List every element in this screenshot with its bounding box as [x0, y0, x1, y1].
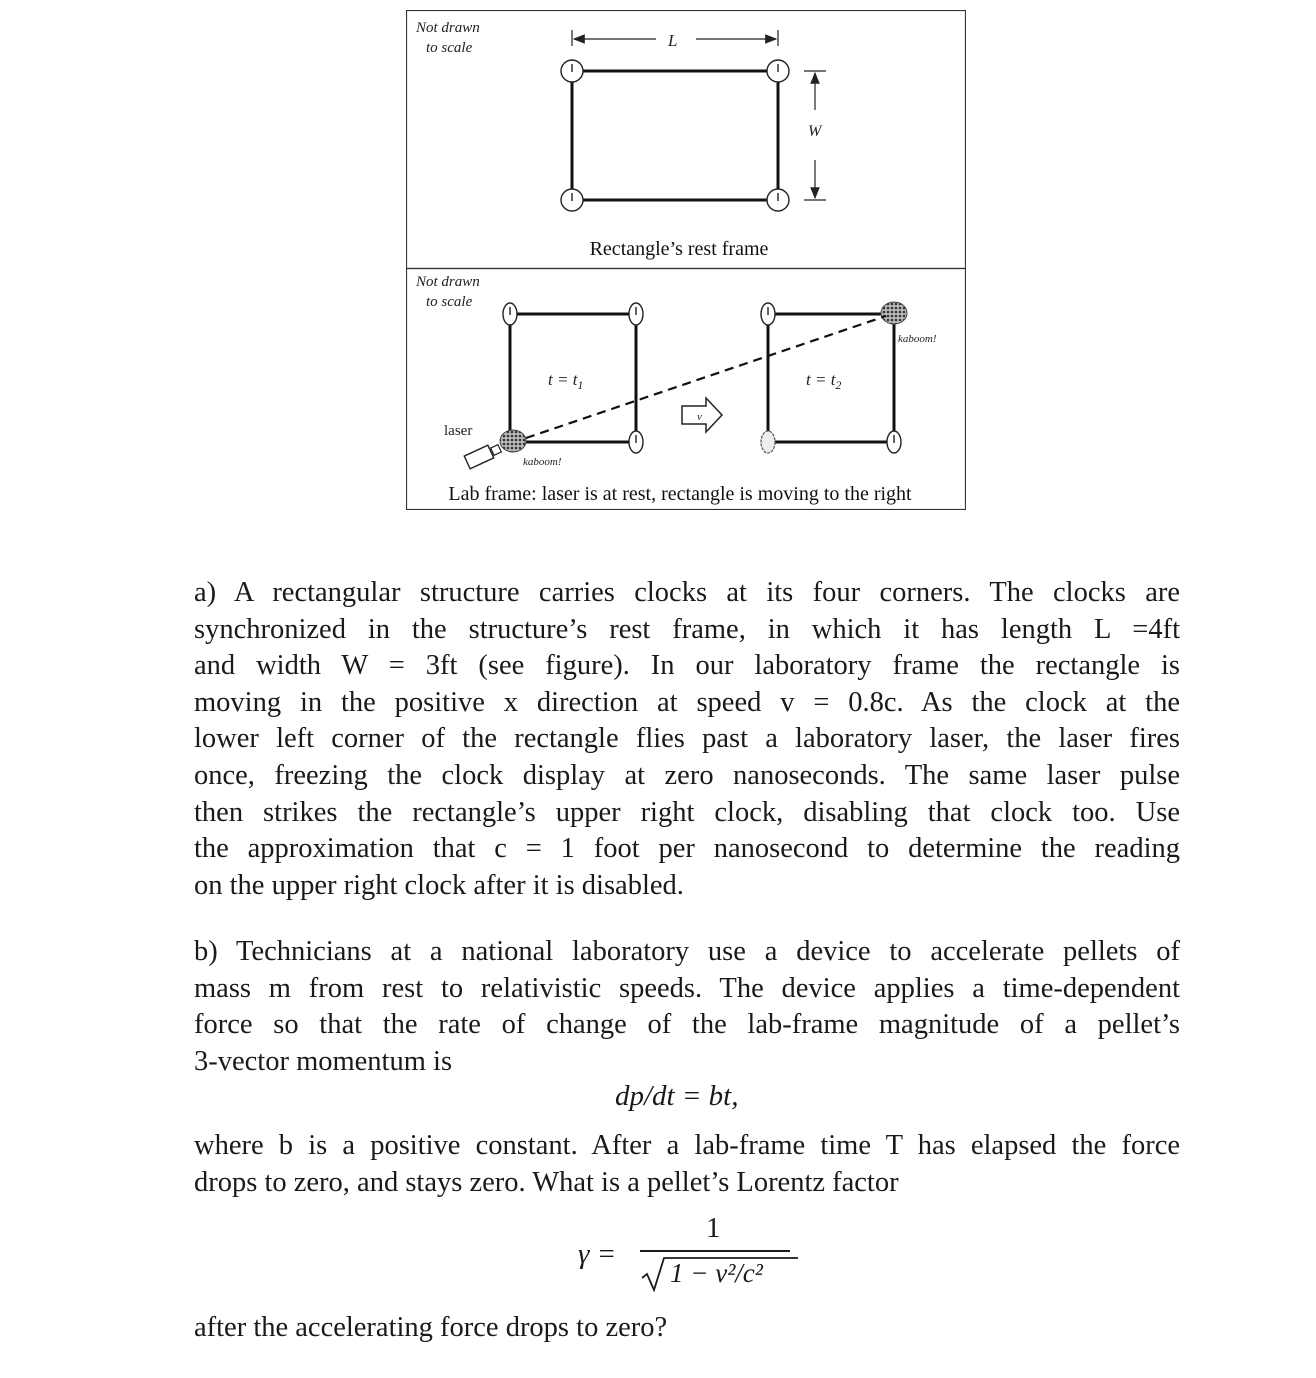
part-b-line: where b is a positive constant. After a lab-frame time T has elapsed the force — [194, 1130, 1180, 1161]
part-b-line: drops to zero, and stays zero. What is a pellet’s Lorentz factor — [194, 1166, 899, 1198]
clock-icon — [561, 60, 789, 211]
length-label: L — [668, 31, 678, 50]
time-label-t2: $t = t_2$ — [806, 370, 842, 392]
momentum-equation: dp/dt = bt, — [615, 1080, 739, 1112]
physics-figure — [406, 10, 966, 510]
lorentz-factor-formula — [578, 1212, 808, 1292]
part-a-line: the approximation that c = 1 foot per nanosecond to determine the reading — [194, 833, 1180, 865]
laser-icon — [464, 445, 501, 469]
part-b-line: mass m from rest to relativistic speeds. The device applies a time-dependent — [194, 972, 1180, 1004]
gamma-lhs: γ = — [578, 1238, 617, 1270]
part-b-last-line: after the accelerating force drops to zero? — [194, 1312, 668, 1343]
width-label: W — [808, 123, 822, 140]
part-b-line: 3-vector momentum is — [194, 1045, 453, 1077]
bottom-caption: Lab frame: laser is at rest, rectangle is moving to the right — [448, 483, 912, 505]
part-a-line: then strikes the rectangle’s upper right clock, disabling that clock too. Use — [194, 796, 1180, 828]
bottom-note-line1: Not drawn — [416, 274, 480, 290]
time-label-t1: $t = t_1$ — [548, 370, 584, 392]
kaboom-burst-icon — [500, 430, 526, 452]
kaboom-left-label: kaboom! — [523, 456, 562, 468]
part-b-paragraph-2 — [194, 1128, 1180, 1201]
part-a-line: synchronized in the structure’s rest frame, in which it has length L =4ft — [194, 613, 1180, 645]
part-a-line: a) A rectangular structure carries clocks at its four corners. The clocks are — [194, 577, 1180, 608]
part-a-line: on the upper right clock after it is disabled. — [194, 869, 684, 901]
part-a-line: lower left corner of the rectangle flies past a laboratory laser, the laser fires — [194, 723, 1180, 755]
part-a-line: moving in the positive x direction at speed v = 0.8c. As the clock at the — [194, 686, 1180, 718]
part-b-line: b) Technicians at a national laboratory use a device to accelerate pellets of — [194, 936, 1180, 967]
top-caption: Rectangle’s rest frame — [589, 238, 769, 260]
part-a-line: and width W = 3ft (see figure). In our laboratory frame the rectangle is — [194, 650, 1180, 682]
gamma-numerator: 1 — [706, 1212, 721, 1244]
kaboom-burst-icon — [881, 302, 907, 324]
bottom-panel-frame — [407, 269, 966, 510]
top-panel-frame — [407, 11, 966, 269]
part-b-paragraph — [194, 934, 1180, 1080]
top-note-line1: Not drawn — [416, 20, 480, 36]
disabled-clock-icon — [761, 431, 775, 453]
gamma-denominator: 1 − v²/c² — [670, 1258, 763, 1288]
rest-frame-rectangle — [572, 71, 778, 200]
kaboom-right-label: kaboom! — [898, 333, 937, 345]
bottom-note-line2: to scale — [426, 294, 473, 310]
velocity-label: v — [697, 411, 702, 423]
part-a-paragraph — [194, 575, 1180, 904]
part-b-line: force so that the rate of change of the lab-frame magnitude of a pellet’s — [194, 1009, 1180, 1041]
laser-label: laser — [444, 423, 473, 439]
top-note-line2: to scale — [426, 40, 473, 56]
velocity-arrow-icon — [682, 398, 722, 432]
part-a-line: once, freezing the clock display at zero nanoseconds. The same laser pulse — [194, 759, 1180, 791]
fraction-bar — [640, 1250, 790, 1252]
